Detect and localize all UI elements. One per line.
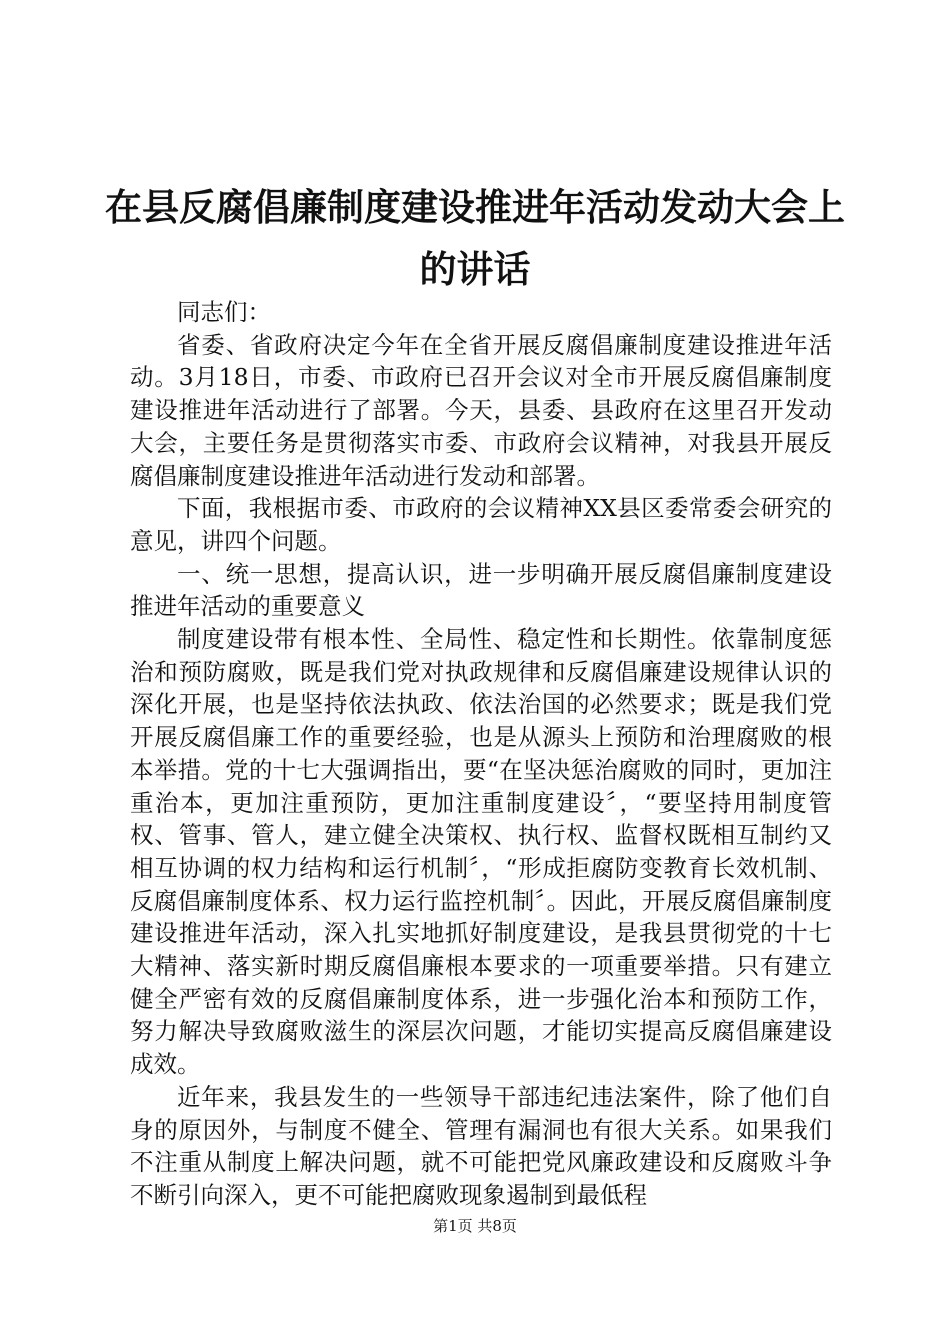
paragraph: 近年来，我县发生的一些领导干部违纪违法案件，除了他们自身的原因外，与制度不健全、管理有漏洞也有很大关系。如果我们不注重从制度上解决问题，就不可能把党风廉政建设和反腐败斗争不断引向深入，更不可能把腐败现象遏制到最低程	[130, 1082, 832, 1209]
document-title-line-1: 在县反腐倡廉制度建设推进年活动发动大会上	[105, 186, 845, 229]
paragraph: 制度建设带有根本性、全局性、稳定性和长期性。依靠制度惩治和预防腐败，既是我们党对执政规律和反腐倡廉建设规律认识的深化开展，也是坚持依法执政、依法治国的必然要求；既是我们党开展反腐倡廉工作的重要经验，也是从源头上预防和治理腐败的根本举措。党的十七大强调指出，要“在坚决惩治腐败的同时，更加注重治本，更加注重预防，更加注重制度建设〞，“要坚持用制度管权、管事、管人，建立健全决策权、执行权、监督权既相互制约又相互协调的权力结构和运行机制〞，“形成拒腐防变教育长效机制、反腐倡廉制度体系、权力运行监控机制〞。因此，开展反腐倡廉制度建设推进年活动，深入扎实地抓好制度建设，是我县贯彻党的十七大精神、落实新时期反腐倡廉根本要求的一项重要举措。只有建立健全严密有效的反腐倡廉制度体系，进一步强化治本和预防工作，努力解决导致腐败滋生的深层次问题，才能切实提高反腐倡廉建设成效。	[130, 625, 832, 1079]
paragraph: 省委、省政府决定今年在全省开展反腐倡廉制度建设推进年活动。3月18日，市委、市政府已召开会议对全市开展反腐倡廉制度建设推进年活动进行了部署。今天，县委、县政府在这里召开发动大会，主要任务是贯彻落实市委、市政府会议精神，对我县开展反腐倡廉制度建设推进年活动进行发动和部署。	[130, 330, 832, 490]
page-number-footer: 第1页 共8页	[433, 1217, 517, 1235]
document-body	[130, 296, 832, 1212]
document-title-line-2: 的讲话	[419, 248, 531, 291]
section-heading: 一、统一思想，提高认识，进一步明确开展反腐倡廉制度建设推进年活动的重要意义	[130, 559, 832, 621]
paragraph: 下面，我根据市委、市政府的会议精神XX县区委常委会研究的意见，讲四个问题。	[130, 494, 832, 555]
salutation: 同志们：	[177, 298, 271, 326]
